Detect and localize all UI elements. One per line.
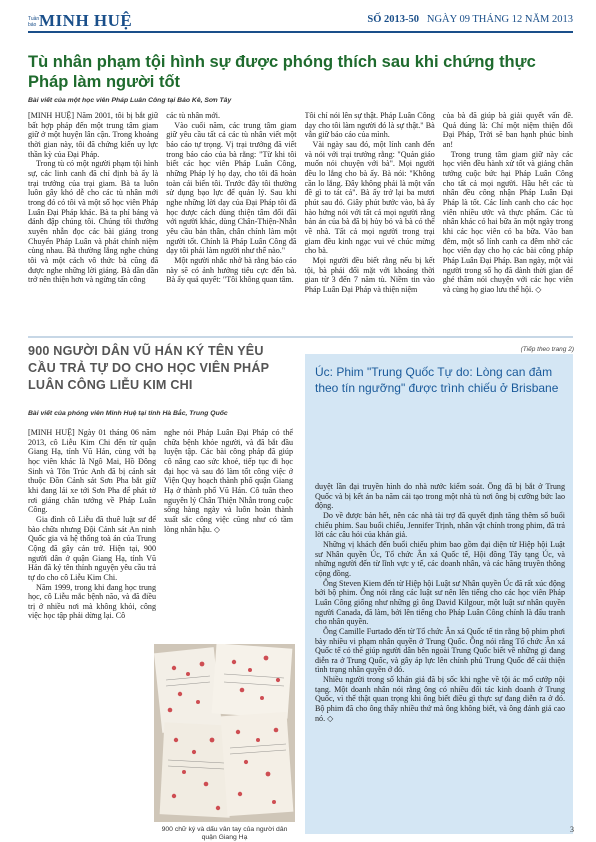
article2-column-1 xyxy=(28,428,156,828)
issue-info xyxy=(367,14,573,25)
sidebar-body xyxy=(315,482,565,827)
issue-date: NGÀY 09 THÁNG 12 NĂM 2013 xyxy=(426,14,573,25)
continued-note: (Tiếp theo trang 2) xyxy=(520,346,574,353)
article1-byline: Bài viết của một học viên Pháp Luân Công tại Bảo Kê, Sơn Tây xyxy=(28,97,232,104)
paragraph: nghe nói Pháp Luân Đại Pháp có thể chữa bệnh khỏe người, và đã bắt đầu luyện tập. Các bài công pháp đã giúp cô nâng cao sức khoẻ, tiếp tục đi học đại học và sau đó làm tốt công việc ở Viện Quy hoạch thành phố quận Giang Hạ ở thành phố Vũ Hán. Cô tuân theo nguyên lý Chân Thiện Nhẫn trong cuộc sống hàng ngày và luôn hoàn thành xuất sắc công việc cũng như có tầm lòng nhân hậu. ◇ xyxy=(164,428,293,534)
article2-byline: Bài viết của phóng viên Minh Huệ tại tỉnh Hà Bắc, Trung Quốc xyxy=(28,410,228,417)
paragraph: Mọi người đều biết rằng nếu bị kết tội, bà phải đối mặt với khoảng thời gian từ 3 đến 7 năm tù. Niềm tin vào Pháp Luân Đại Pháp và thiện niệm xyxy=(304,255,435,294)
article1-body xyxy=(28,111,573,331)
paragraph: Những vị khách đến buổi chiếu phim bao gồm đại diện từ Hiệp hội Luật sư Nhân quyền Úc, Tổ chức Ân xá Quốc tế, Hội đồng Tây tạng Úc, và những người đến từ lĩnh vực y tế, các doanh nhân, và các hãng truyền thông cộng đồng. xyxy=(315,539,565,578)
paragraph: Trong tù có một người phạm tội hình sự, các linh canh đã chỉ định bà ấy là trại trưởng của trại giam. Bà ta luôn luôn gây khó dễ cho các tù nhân mới trong đó có tôi và một số học viên Pháp Luân Đại Pháp khác. Bà ta phỉ báng và đánh đập chúng tôi. Chúng tôi thường xuyên nhẫn đọc các bài giảng trong Chuyển Pháp Luân và phát chính niệm cùng nhau. Bà thường lắng nghe chúng tôi và một cách vô thức bà cũng đã được nghe những lời giảng. Bà dần dần trở nên thiện hơn và ngừng tấn công xyxy=(28,159,159,285)
paragraph: duyệt lần đại truyền hình do nhà nước kiểm soát. Ông đã bị bắt ở Trung Quốc và bị kết án ba năm cải tạo trong một nhà tù nơi ông bị cưỡng bức lao động. xyxy=(315,482,565,511)
paragraph: Ông Steven Kiem đến từ Hiệp hội Luật sư Nhân quyền Úc đã rất xúc động bởi bộ phim. Ông nói rằng các luật sư nên lên tiếng cho các học viên Pháp Luân Công giống như những gì ông David Kilgour, một luật sư nhân quyền người Canada, đã làm, bởi lên tiếng cho Pháp Luân Công chính là đấu tranh cho nhân quyền. xyxy=(315,578,565,627)
article1-column-4 xyxy=(443,111,573,331)
paragraph: Vài ngày sau đó, một lính canh đến và nói với trại trưởng rằng: "Quản giáo muốn nói chuyện với bà". Mọi người đều lo lắng cho bà ấy. Bà nói: "Không cần lo lắng. Đây không phải là một vấn đề gì to tát cả". Bà ấy trở lại ba mươi phút sau đó. Giây phút bước vào, bà ấy hào hứng nói với tất cả mọi người rằng bản án của bà đã bị hủy bỏ và bà có thể về nhà. Tất cả mọi người trong trại giam đều kinh ngạc vui vẻ chúc mừng cho bà. xyxy=(304,139,435,256)
masthead-logo-small: Tuần báo xyxy=(28,16,40,28)
masthead-logo: MINH HUỆ xyxy=(39,11,133,30)
petition-image xyxy=(154,644,295,822)
paragraph: của bà đã giúp bà giải quyết vấn đề. Quả đúng là: Chỉ một niệm thiện đối Đại Pháp, Trời sẽ ban hạnh phúc bình an! xyxy=(442,111,573,149)
article1-column-2 xyxy=(166,111,296,331)
paragraph: Ông Camille Furtado đến từ Tổ chức Ân xá Quốc tế tin rằng bộ phim phơi bày nhiều vi phạm nhân quyền ở Trung Quốc. Ông nói rằng Tổ chức Ân xá Quốc tế có thể giúp người dân bên ngoài Trung Quốc biết về những gì đang diễn ra ở Trung Quốc, và gây áp lực lên chính phủ Trung Quốc để cải thiện tình trạng nhân quyền ở đó. xyxy=(315,626,565,675)
paragraph: Nhiều người trong số khán giả đã bị sốc khi nghe về tội ác mổ cướp nội tạng. Một doanh nhân nói rằng ông có nhiều đối tác kinh doanh ở Trung Quốc, vì thế thật quan trọng khi ông biết điều gì thực sự đang diễn ra ở đó. Bộ phim đã cho ông thấy nhiều thứ mà ông không biết, và ông đánh giá cao nó. ◇ xyxy=(315,675,565,723)
paragraph: Tôi chỉ nói lên sự thật. Pháp Luân Công dạy cho tôi làm người đó là sự thật." Bà vẫn giữ báo cáo của mình. xyxy=(304,111,435,140)
issue-number: 2013-50 xyxy=(384,14,419,25)
section-divider xyxy=(28,336,573,338)
paragraph: Năm 1999, trong khi đang học trung học, cô Liễu mắc bệnh não, và đã điều trị ở nhiều nơi mà không khỏi, công việc học tập phải dừng lại. Cô xyxy=(28,582,156,621)
article1-column-1 xyxy=(28,111,158,331)
paragraph: Do về được bản hết, nên các nhà tài trợ đã quyết định tăng thêm số buổi chiếu phim. Sau buổi chiếu, Jennifer Trịnh, nhân vật chính trong phim, đã trả lời các câu hỏi của khán giả. xyxy=(315,510,565,540)
issue-label: SỐ xyxy=(367,14,382,25)
masthead-rule xyxy=(28,31,573,33)
sidebar-title: Úc: Phim "Trung Quốc Tự do: Lòng can đảm theo tín ngưỡng" được trình chiếu ở Brisbane xyxy=(315,365,559,395)
paragraph: Một người nhắc nhở bà rằng báo cáo này sẽ có ảnh hưởng tiêu cực đến bà. Bà ấy quả quyết: "Tôi không quan tâm. xyxy=(166,255,297,285)
paragraph: [MINH HUỆ] Năm 2001, tôi bị bắt giữ bất hợp pháp đến một trung tâm giam giữ ở một huyện lân cận. Trong khoảng thời gian này, tôi đã chứng kiến uy lực thần kỳ của Đại Pháp. xyxy=(28,111,159,159)
sidebar-box xyxy=(305,354,573,834)
article1-column-3 xyxy=(305,111,435,331)
paragraph: Vào cuối năm, các trung tâm giam giữ yêu cầu tất cả các tù nhân viết một báo cáo tự trọng. Vị trại trưởng đã viết trong báo cáo của bà rằng: "Từ khi tôi biết các học viên Pháp Luân Công, những Pháp lý họ dạy, cho tôi đã hoàn toàn cải biến tôi. Trước đây tôi thường sử dụng bạo lực để quản lý. Sau khi nghe những lời dạy của Đại Pháp tôi đã học được cách dùng thiện tâm đối đãi với người khác, dùng Chân-Thiện-Nhẫn yêu cầu bản thân, chân chính làm một người tốt. Chính là Pháp Luân Công đã dạy tôi phải làm người như thế nào." xyxy=(166,120,297,256)
paragraph: Gia đình cô Liễu đã thuê luật sư để bào chữa nhưng Đội Cảnh sát An ninh Quốc gia và hệ thống toà án của Trung Cộng đã gây cản trở. Hiện tại, 900 người dân ở quận Giang Hạ, tỉnh Vũ Hán đã ký tên thỉnh nguyện yêu cầu trả tự do cho cô Liễu Kim Chi. xyxy=(28,514,156,582)
paragraph: [MINH HUỆ] Ngày 01 tháng 06 năm 2013, cô Liễu Kim Chi đến từ quận Giang Hạ, tỉnh Vũ Hán, cùng với bạ học viên khác là Ngô Mai, Hồ Đông Sinh và Tôn Trúc Anh đã bị cảnh sát thuộc Đồn Cảnh sát Sơn Pha bắt giữ khi đang lái xe tới Sơn Pha để phát tờ rơi giảng chân tướng về Pháp Luân Công. xyxy=(28,428,156,515)
paragraph: Trong trung tâm giam giữ này các học viên đều hành xử tốt và giảng chân tướng cuộc bức hại Pháp Luân Công cho tất cả mọi người. Hầu hết các tù nhân đều công nhận Pháp Luân Đại Pháp là tốt. Các lính canh cho các học viên nhiều ước và thực phẩm. Các tù nhân khác có hai bữa ăn một ngày trong khi các học viên có ba bữa. Vào ban đêm, một số lính canh ca đêm nhờ các học viên dạy cho họ các bài công pháp Pháp Luân Đại Pháp. Ban ngày, một vài người trong số họ đã dành thời gian để ghé thăm nói chuyện với các học viên và cùng họ giao lưu thể hội. ◇ xyxy=(442,149,573,294)
petition-photo xyxy=(154,644,295,822)
photo-caption: 900 chữ ký và dấu vân tay của người dân quận Giang Hạ xyxy=(161,826,288,841)
article2-title: 900 NGƯỜI DÂN VŨ HÁN KÝ TÊN YÊU CẦU TRẢ TỰ DO CHO HỌC VIÊN PHÁP LUÂN CÔNG LIỄU KIM CHI xyxy=(28,344,270,392)
masthead xyxy=(28,8,573,44)
article1-title: Tù nhân phạm tội hình sự được phóng thích sau khi chứng thực Pháp làm người tốt xyxy=(28,53,536,91)
page-number: 3 xyxy=(570,825,574,834)
paragraph: các tù nhân mới. xyxy=(166,111,220,120)
